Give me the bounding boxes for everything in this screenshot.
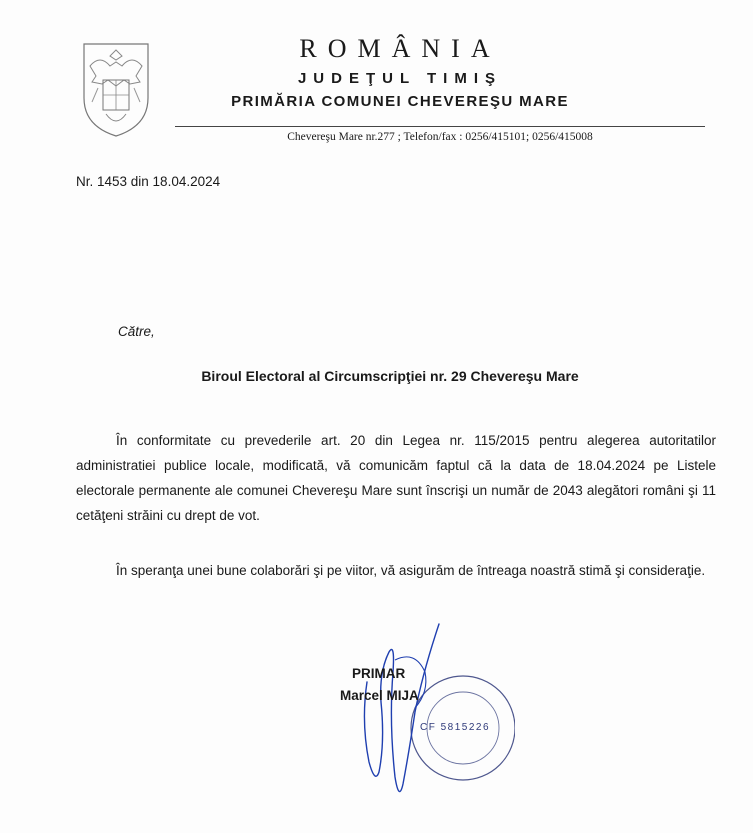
contact-address: Chevereşu Mare nr.277 ; Telefon/fax : 0256/415101; 0256/415008 <box>287 131 593 143</box>
body-paragraph-1: În conformitate cu prevederile art. 20 din Legea nr. 115/2015 pentru alegerea autoritatilor administratiei publice locale, modificată, vă comunicăm faptul că la data de 18.04.2024 pe Listele electorale permanente ale comunei Chevereşu Mare sunt înscrişi un număr de 2043 alegători români şi 11 cetăţeni străini cu drept de vot. <box>76 433 716 523</box>
body-paragraph-2: În speranţa unei bune colaborări şi pe viitor, vă asigurăm de întreaga noastră stimă şi consideraţie. <box>116 563 706 578</box>
country-heading: ROMÂNIA <box>299 34 501 63</box>
stamp-fiscal-code: CF 5815226 <box>420 722 491 733</box>
registration-number: Nr. 1453 din 18.04.2024 <box>76 174 221 189</box>
county-heading: JUDEŢUL TIMIŞ <box>297 70 503 87</box>
salutation: Către, <box>118 324 155 339</box>
header-divider <box>175 126 705 127</box>
handwritten-signature <box>355 612 465 817</box>
recipient-title: Biroul Electoral al Circumscripţiei nr. 29 Chevereşu Mare <box>201 368 579 384</box>
signatory-name: Marcel MIJA <box>340 688 419 703</box>
townhall-heading: PRIMĂRIA COMUNEI CHEVEREŞU MARE <box>231 93 569 110</box>
signatory-title: PRIMAR <box>352 666 406 681</box>
coat-of-arms-icon <box>78 36 154 140</box>
